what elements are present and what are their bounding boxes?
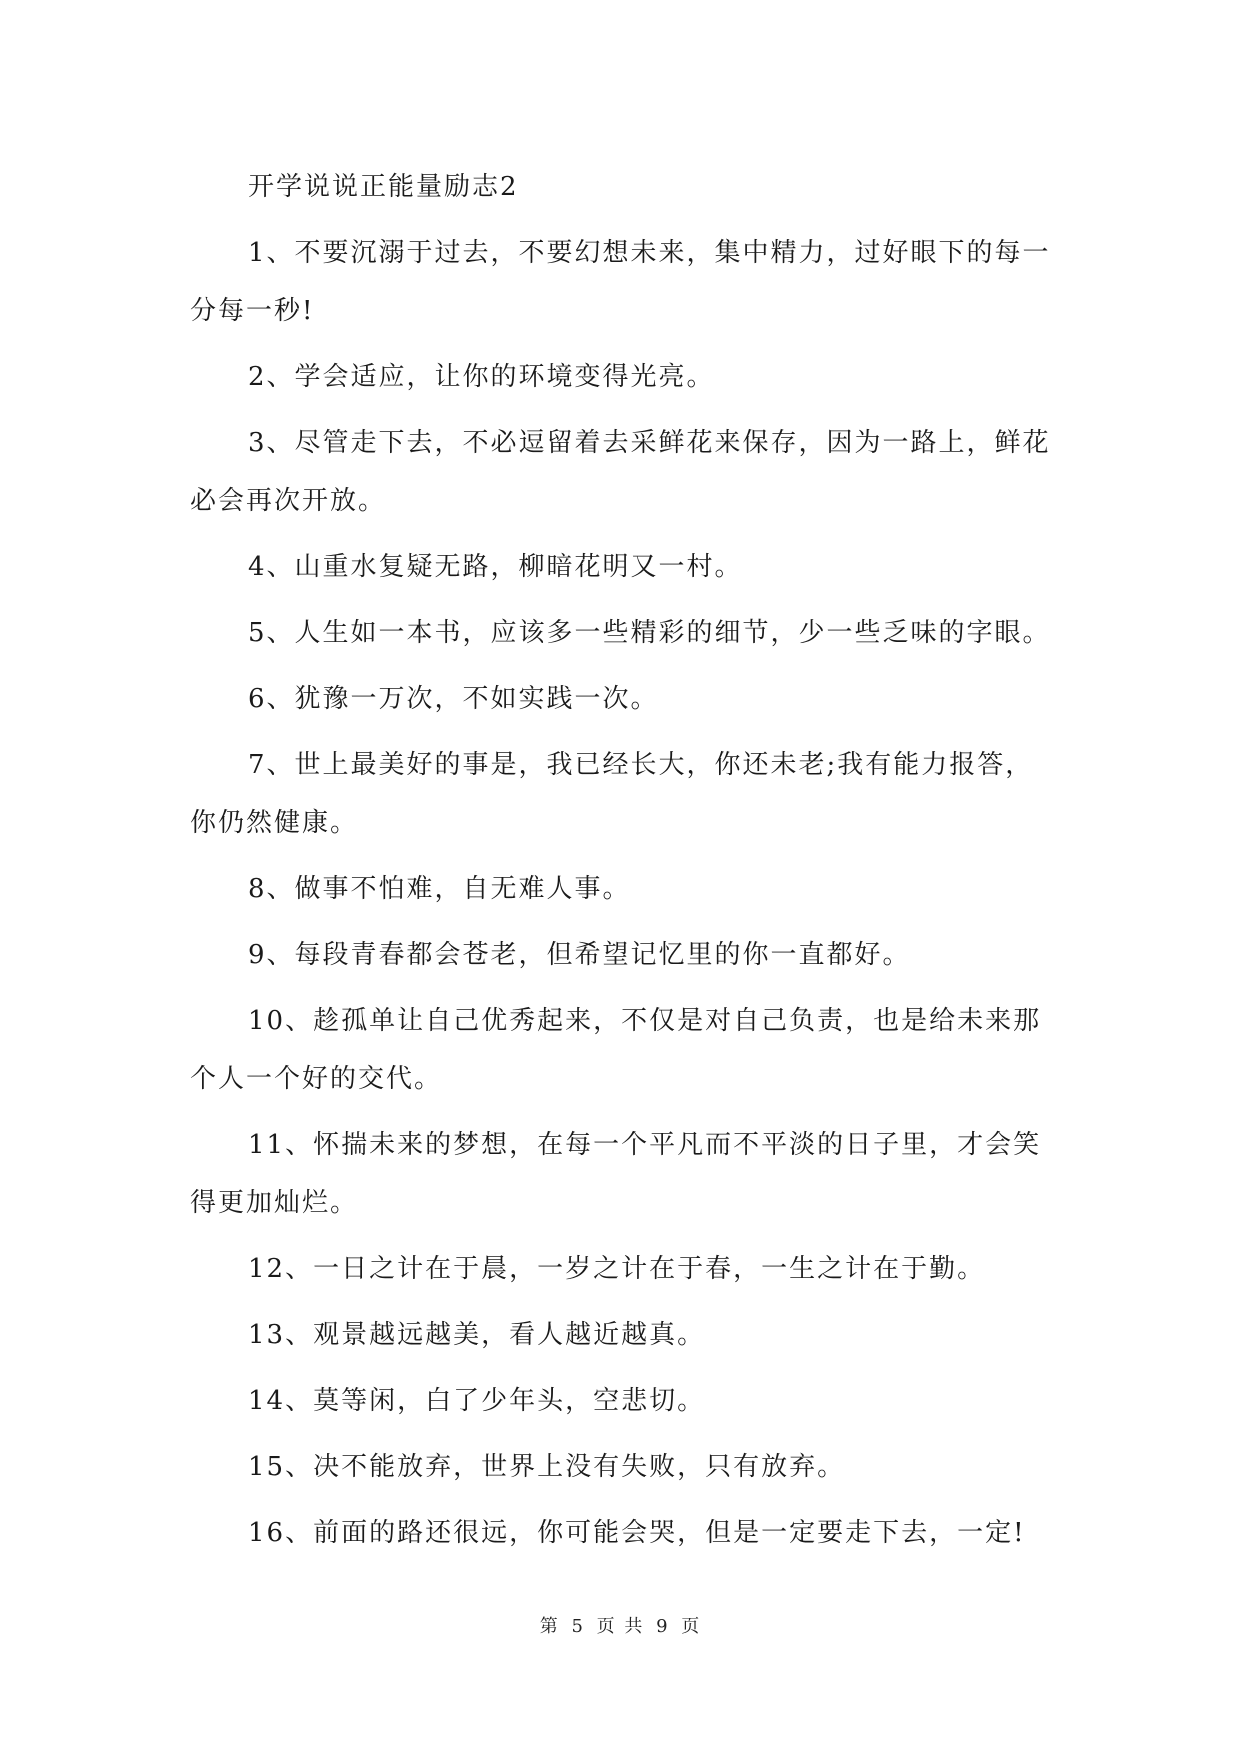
list-item: 14、莫等闲，白了少年头，空悲切。 xyxy=(248,1386,706,1416)
list-item: 8、做事不怕难，自无难人事。 xyxy=(248,874,631,904)
list-item: 6、犹豫一万次，不如实践一次。 xyxy=(248,684,659,714)
list-item: 2、学会适应，让你的环境变得光亮。 xyxy=(248,362,715,392)
footer-middle: 页 共 xyxy=(596,1616,645,1637)
document-title: 开学说说正能量励志2 xyxy=(248,172,519,202)
footer-suffix: 页 xyxy=(681,1616,702,1637)
list-item: 9、每段青春都会苍老，但希望记忆里的你一直都好。 xyxy=(248,940,911,970)
list-item: 4、山重水复疑无路，柳暗花明又一村。 xyxy=(248,552,743,582)
footer-current-page: 5 xyxy=(571,1616,585,1637)
list-item: 11、怀揣未来的梦想，在每一个平凡而不平淡的日子里，才会笑得更加灿烂。 xyxy=(190,1130,1042,1218)
list-item: 1、不要沉溺于过去，不要幻想未来，集中精力，过好眼下的每一分每一秒! xyxy=(190,238,1051,326)
document-body xyxy=(190,158,1054,1570)
list-item: 3、尽管走下去，不必逗留着去采鲜花来保存，因为一路上，鲜花必会再次开放。 xyxy=(190,428,1051,516)
list-item: 5、人生如一本书，应该多一些精彩的细节，少一些乏味的字眼。 xyxy=(248,618,1051,648)
list-item: 15、决不能放弃，世界上没有失败，只有放弃。 xyxy=(248,1452,846,1482)
list-item: 12、一日之计在于晨，一岁之计在于春，一生之计在于勤。 xyxy=(248,1254,986,1284)
footer-total-pages: 9 xyxy=(656,1616,670,1637)
page-footer xyxy=(0,1612,1241,1638)
list-item: 16、前面的路还很远，你可能会哭，但是一定要走下去，一定! xyxy=(248,1518,1026,1548)
list-item: 7、世上最美好的事是，我已经长大，你还未老;我有能力报答，你仍然健康。 xyxy=(190,750,1034,838)
footer-prefix: 第 xyxy=(539,1616,560,1637)
list-item: 13、观景越远越美，看人越近越真。 xyxy=(248,1320,706,1350)
list-item: 10、趁孤单让自己优秀起来，不仅是对自己负责，也是给未来那个人一个好的交代。 xyxy=(190,1006,1042,1094)
